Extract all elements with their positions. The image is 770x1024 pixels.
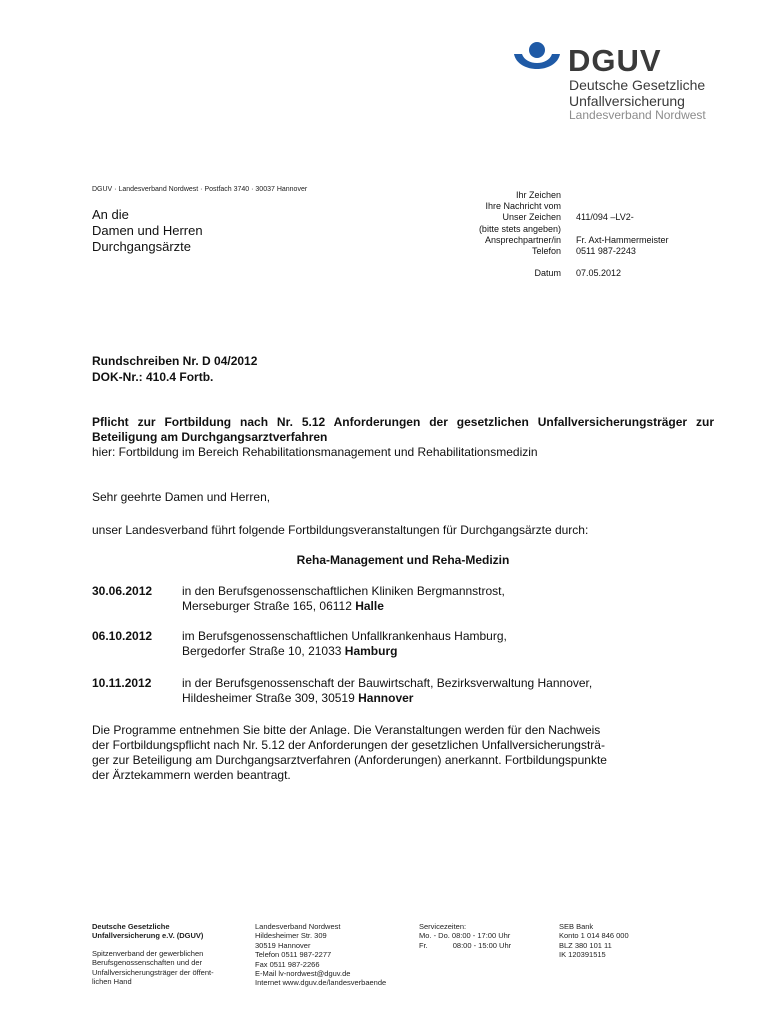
footer-organization [92,922,214,986]
event-date: 10.11.2012 [92,676,152,690]
subject-title: Pflicht zur Fortbildung nach Nr. 5.12 Anforderungen der gesetzlichen Unfallversicherungsträger zur Beteiligung am Durchgangsarztverfahren [92,415,714,444]
event-date: 06.10.2012 [92,629,153,643]
subject-subtitle: hier: Fortbildung im Bereich Rehabilitationsmanagement und Rehabilitationsmedizin [92,445,538,459]
reference-label: Ihre Nachricht vom [485,201,561,212]
closing-line: Die Programme entnehmen Sie bitte der Anlage. Die Veranstaltungen werden für den Nachweis [92,723,601,737]
event-address: Hildesheimer Straße 309, 30519 Hannover [182,691,414,705]
reference-label: Unser Zeichen [502,212,561,223]
reference-value: 0511 987-2243 [576,245,636,256]
closing-line: ger zur Beteiligung am Durchgangsarztverfahren (Anforderungen) anerkannt. Fortbildungspunkte [92,753,607,767]
event-city: Hannover [358,691,414,705]
reference-labels [440,190,561,280]
footer-service-hours [419,922,511,950]
event-location [182,584,505,614]
addressee-line: Durchgangsärzte [92,239,191,254]
logo-line-1: Deutsche Gesetzliche [569,77,706,93]
footer-org-desc: Unfallversicherungsträger der öffent- [92,967,214,977]
footer-phone: Telefon 0511 987-2277 [255,950,332,960]
event-venue: in den Berufsgenossenschaftlichen Kliniken Bergmannstrost, [182,584,505,598]
reference-label: Telefon [531,245,561,256]
reference-label: Datum [534,268,561,279]
footer-website: Internet www.dguv.de/landesverbaende [255,978,387,988]
footer-address-line: Hildesheimer Str. 309 [255,931,327,941]
footer-address-line: Landesverband Nordwest [255,922,341,931]
footer-address [255,922,386,988]
reference-value: 411/094 –LV2- [576,212,634,223]
footer-address-line: 30519 Hannover [255,940,311,950]
logo-line-3: Landesverband Nordwest [569,108,706,122]
event-city: Hamburg [344,644,398,658]
footer-bank [559,922,629,960]
event-date: 30.06.2012 [92,584,153,598]
event-location [182,629,507,659]
addressee-block [92,207,203,255]
logo-abbreviation: DGUV [568,43,662,78]
document-number: DOK-Nr.: 410.4 Fortb. [92,370,214,384]
footer-bank-line: Konto 1 014 846 000 [559,931,629,941]
event-address: Merseburger Straße 165, 06112 Halle [182,599,384,613]
sender-line: DGUV · Landesverband Nordwest · Postfach 3740 · 30037 Hannover [92,186,308,193]
reference-values [576,190,669,280]
circular-heading [92,353,257,385]
circular-number: Rundschreiben Nr. D 04/2012 [92,354,258,368]
closing-line: der Ärztekammern werden beantragt. [92,768,291,782]
footer-org-desc: Spitzenverband der gewerblichen [92,948,204,958]
event-address: Bergedorfer Straße 10, 21033 Hamburg [182,644,398,658]
footer-service-line: Fr. 08:00 - 15:00 Uhr [419,940,512,950]
event-city: Halle [355,599,384,613]
logo-line-2: Unfallversicherung [569,93,685,109]
event-venue: im Berufsgenossenschaftlichen Unfallkrankenhaus Hamburg, [182,629,507,643]
dguv-logo-mark [512,40,562,80]
footer-org-desc: lichen Hand [92,976,132,986]
reference-value [576,201,669,212]
closing-paragraph [92,723,714,783]
event-location [182,676,592,706]
reference-value [576,224,669,235]
closing-line: der Fortbildungspflicht nach Nr. 5.12 der Anforderungen der gesetzlichen Unfallversicherungsträ- [92,738,605,752]
reference-label: (bitte stets angeben) [478,223,561,234]
footer-org-desc: Berufsgenossenschaften und der [92,958,203,968]
salutation: Sehr geehrte Damen und Herren, [92,490,271,504]
footer-bank-line: IK 120391515 [559,950,606,960]
event-title: Reha-Management und Reha-Medizin [296,553,510,567]
footer-org-name: Deutsche Gesetzliche [92,922,170,931]
reference-label [440,257,561,268]
reference-value: Fr. Axt-Hammermeister [576,234,669,245]
footer-service-line: Servicezeiten: [419,922,467,931]
footer-bank-line: BLZ 380 101 11 [559,940,612,950]
addressee-line: Damen und Herren [92,223,203,238]
event-venue: in der Berufsgenossenschaft der Bauwirtschaft, Bezirksverwaltung Hannover, [182,676,593,690]
footer-bank-line: SEB Bank [559,922,594,931]
intro-paragraph: unser Landesverband führt folgende Fortbildungsveranstaltungen für Durchgangsärzte durch: [92,523,589,537]
subject-block [92,415,714,460]
footer-fax: Fax 0511 987-2266 [255,959,320,969]
footer-org-name: Unfallversicherung e.V. (DGUV) [92,931,204,941]
footer-email: E-Mail lv-nordwest@dguv.de [255,968,351,978]
footer-service-line: Mo. - Do. 08:00 - 17:00 Uhr [419,931,511,941]
addressee-line: An die [92,207,129,222]
reference-value [576,190,669,201]
reference-label: Ansprechpartner/in [484,234,561,245]
reference-value: 07.05.2012 [576,268,622,279]
reference-value [576,257,669,268]
reference-label: Ihr Zeichen [515,190,561,200]
